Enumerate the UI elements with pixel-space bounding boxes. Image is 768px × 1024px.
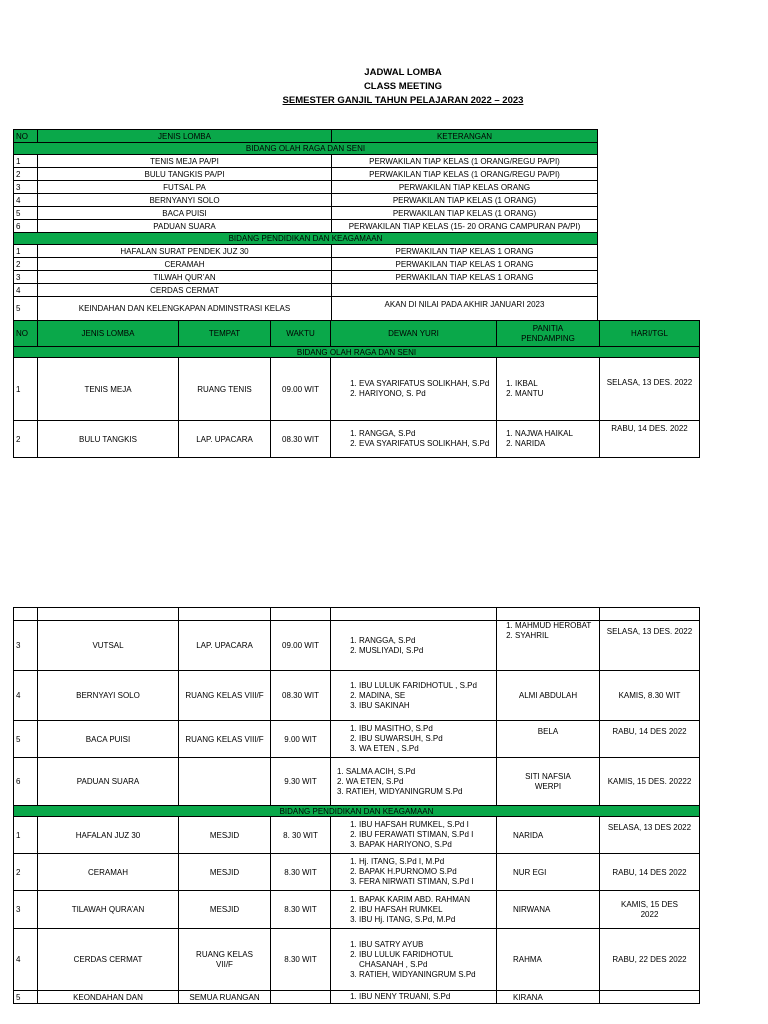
row-place: MESJID xyxy=(179,817,271,854)
table-row xyxy=(14,220,598,233)
table-row xyxy=(14,297,598,321)
row-place: LAP. UPACARA xyxy=(179,621,271,671)
row-panitia xyxy=(497,421,600,458)
row-date: RABU, 14 DES 2022 xyxy=(600,854,700,891)
row-no: 4 xyxy=(14,194,38,207)
row-place: RUANG KELAS VII/F xyxy=(179,929,271,991)
row-panitia: NUR EGI xyxy=(497,854,600,891)
row-date: KAMIS, 15 DES. 20222 xyxy=(600,758,700,806)
row-no: 5 xyxy=(14,297,38,321)
table-row xyxy=(14,929,700,991)
row-no: 1 xyxy=(14,155,38,168)
row-jury xyxy=(331,929,497,991)
title-line-1: JADWAL LOMBA xyxy=(364,67,442,78)
section-label: BIDANG OLAH RAGA DAN SENI xyxy=(14,347,700,358)
row-date: RABU, 14 DES. 2022 xyxy=(600,421,700,458)
row-no: 1 xyxy=(14,245,38,258)
title-line-3: SEMESTER GANJIL TAHUN PELAJARAN 2022 – 2023 xyxy=(282,95,524,106)
row-note: PERWAKILAN TIAP KELAS ORANG xyxy=(332,181,598,194)
row-date: SELASA, 13 DES 2022 xyxy=(600,817,700,854)
row-place: SEMUA RUANGAN xyxy=(179,991,271,1004)
row-time: 09.00 WIT xyxy=(271,621,331,671)
row-time: 8.30 WIT xyxy=(271,929,331,991)
row-no: 4 xyxy=(14,284,38,297)
jury-item: 1. IBU NENY TRUANI, S.Pd xyxy=(359,992,494,1002)
row-time: 08.30 WIT xyxy=(271,421,331,458)
row-date: RABU, 22 DES 2022 xyxy=(600,929,700,991)
header-tempat: TEMPAT xyxy=(179,321,271,347)
row-name: TENIS MEJA xyxy=(38,358,179,421)
row-panitia: NIRWANA xyxy=(497,891,600,929)
row-no: 5 xyxy=(14,207,38,220)
row-name: CERAMAH xyxy=(38,854,179,891)
row-no: 2 xyxy=(14,421,38,458)
jury-item: 2. WA ETEN, S.Pd xyxy=(337,776,404,786)
row-name: TILWAH QUR’AN xyxy=(38,271,332,284)
jury-item: 2. IBU LULUK FARIDHOTUL CHASANAH , S.Pd xyxy=(359,950,494,970)
row-time: 8.30 WIT xyxy=(271,854,331,891)
row-date: KAMIS, 15 DES 2022 xyxy=(600,891,700,929)
row-no: 2 xyxy=(14,168,38,181)
jury-item: 1. RANGGA, S.Pd xyxy=(359,429,494,439)
row-name: FUTSAL PA xyxy=(38,181,332,194)
jury-item: 2. IBU SUWARSUH, S.Pd xyxy=(359,734,494,744)
row-name: CERAMAH xyxy=(38,258,332,271)
header-no: NO xyxy=(14,130,38,143)
header-panitia: PANITIA PENDAMPING xyxy=(497,321,600,347)
row-panitia: ALMI ABDULAH xyxy=(497,671,600,721)
jury-item: 1. RANGGA, S.Pd xyxy=(359,636,494,646)
table-row xyxy=(14,207,598,220)
jury-item: 2. HARIYONO, S. Pd xyxy=(359,389,494,399)
row-panitia: KIRANA xyxy=(497,991,600,1004)
row-date: RABU, 14 DES 2022 xyxy=(600,721,700,758)
row-place: RUANG TENIS xyxy=(179,358,271,421)
row-no: 6 xyxy=(14,220,38,233)
row-name: BERNYANYI SOLO xyxy=(38,194,332,207)
schedule-table-part1 xyxy=(13,320,700,458)
header-hari-tgl: HARI/TGL xyxy=(600,321,700,347)
row-name: TILAWAH QURA’AN xyxy=(38,891,179,929)
jury-item: 1. BAPAK KARIM ABD. RAHMAN xyxy=(359,895,494,905)
row-jury xyxy=(331,671,497,721)
row-place: MESJID xyxy=(179,891,271,929)
row-no: 3 xyxy=(14,621,38,671)
table-row xyxy=(14,245,598,258)
panitia-item: 1. NAJWA HAIKAL xyxy=(515,429,597,439)
row-name: TENIS MEJA PA/PI xyxy=(38,155,332,168)
panitia-item: 1. IKBAL xyxy=(515,379,597,389)
jury-item: 1. IBU SATRY AYUB xyxy=(359,940,494,950)
table-row xyxy=(14,258,598,271)
jury-item: 2. EVA SYARIFATUS SOLIKHAH, S.Pd xyxy=(359,439,494,449)
jury-item: 2. IBU FERAWATI STIMAN, S.Pd I xyxy=(359,830,494,840)
jury-item: 2. MADINA, SE xyxy=(359,691,494,701)
header-waktu: WAKTU xyxy=(271,321,331,347)
header-jenis-lomba: JENIS LOMBA xyxy=(38,321,179,347)
row-name: VUTSAL xyxy=(38,621,179,671)
row-note: PERWAKILAN TIAP KELAS 1 ORANG xyxy=(332,271,598,284)
jury-item: 1. IBU MASITHO, S.Pd xyxy=(359,724,494,734)
table-row xyxy=(14,271,598,284)
row-panitia: RAHMA xyxy=(497,929,600,991)
row-no: 5 xyxy=(14,721,38,758)
table-row xyxy=(14,181,598,194)
schedule-header-row xyxy=(14,321,700,347)
row-note: PERWAKILAN TIAP KELAS 1 ORANG xyxy=(332,245,598,258)
row-place: RUANG KELAS VIII/F xyxy=(179,671,271,721)
row-name: HAFALAN JUZ 30 xyxy=(38,817,179,854)
row-no: 1 xyxy=(14,817,38,854)
row-no: 2 xyxy=(14,258,38,271)
row-date: SELASA, 13 DES. 2022 xyxy=(600,621,700,671)
table-row xyxy=(14,991,700,1004)
panitia-item: 2. SYAHRIL xyxy=(515,631,597,641)
row-jury xyxy=(331,721,497,758)
row-jury xyxy=(331,758,497,806)
row-name: BULU TANGKIS xyxy=(38,421,179,458)
section-label: BIDANG PENDIDIKAN DAN KEAGAMAAN xyxy=(14,233,598,245)
row-note: PERWAKILAN TIAP KELAS (15- 20 ORANG CAMPURAN PA/PI) xyxy=(332,220,598,233)
row-name: PADUAN SUARA xyxy=(38,220,332,233)
row-time xyxy=(271,991,331,1004)
row-panitia: BELA xyxy=(497,721,600,758)
header-keterangan: KETERANGAN xyxy=(332,130,598,143)
row-name: CERDAS CERMAT xyxy=(38,929,179,991)
row-name: BACA PUISI xyxy=(38,207,332,220)
row-jury xyxy=(331,421,497,458)
row-name: BERNYAYI SOLO xyxy=(38,671,179,721)
row-name: KEINDAHAN DAN KELENGKAPAN ADMINSTRASI KELAS xyxy=(38,297,332,321)
row-date xyxy=(600,991,700,1004)
row-panitia: SITI NAFSIA WERPI xyxy=(497,758,600,806)
blank-row xyxy=(14,608,700,621)
header-jenis-lomba: JENIS LOMBA xyxy=(38,130,332,143)
row-no: 3 xyxy=(14,891,38,929)
schedule-table-part2 xyxy=(13,607,700,1004)
row-name: CERDAS CERMAT xyxy=(38,284,332,297)
row-note: PERWAKILAN TIAP KELAS (1 ORANG) xyxy=(332,194,598,207)
row-time: 9.30 WIT xyxy=(271,758,331,806)
jury-item: 1. EVA SYARIFATUS SOLIKHAH, S.Pd xyxy=(359,379,494,389)
table-row xyxy=(14,854,700,891)
table-row xyxy=(14,721,700,758)
row-time: 8.30 WIT xyxy=(271,891,331,929)
row-name: BACA PUISI xyxy=(38,721,179,758)
row-no: 3 xyxy=(14,271,38,284)
row-name: BULU TANGKIS PA/PI xyxy=(38,168,332,181)
row-place: MESJID xyxy=(179,854,271,891)
jury-item: 3. BAPAK HARIYONO, S.Pd xyxy=(359,840,494,850)
row-no: 3 xyxy=(14,181,38,194)
jury-item: 2. MUSLIYADI, S.Pd xyxy=(359,646,494,656)
summary-table xyxy=(13,129,598,321)
jury-item: 3. RATIEH, WIDYANINGRUM S.Pd xyxy=(359,970,494,980)
jury-item: 3. IBU Hj. ITANG, S.Pd, M.Pd xyxy=(359,915,494,925)
table-row xyxy=(14,358,700,421)
row-jury xyxy=(331,817,497,854)
table-row xyxy=(14,817,700,854)
section-label: BIDANG PENDIDIKAN DAN KEAGAMAAN xyxy=(14,806,700,817)
panitia-item: 1. MAHMUD HEROBAT xyxy=(515,621,597,631)
summary-header-row xyxy=(14,130,598,143)
header-no: NO xyxy=(14,321,38,347)
table-row xyxy=(14,194,598,207)
jury-item: 1. SALMA ACIH, S.Pd xyxy=(337,766,416,776)
panitia-item: 2. MANTU xyxy=(515,389,597,399)
row-jury xyxy=(331,358,497,421)
row-name: PADUAN SUARA xyxy=(38,758,179,806)
row-note: AKAN DI NILAI PADA AKHIR JANUARI 2023 xyxy=(332,297,598,321)
panitia-item: 2. NARIDA xyxy=(515,439,597,449)
row-name: HAFALAN SURAT PENDEK JUZ 30 xyxy=(38,245,332,258)
row-place: RUANG KELAS VIII/F xyxy=(179,721,271,758)
title-line-2: CLASS MEETING xyxy=(363,81,443,92)
jury-item: 2. BAPAK H.PURNOMO S.Pd xyxy=(359,867,494,877)
table-row xyxy=(14,155,598,168)
row-note: PERWAKILAN TIAP KELAS 1 ORANG xyxy=(332,258,598,271)
table-row xyxy=(14,621,700,671)
jury-item: 3. WA ETEN , S.Pd xyxy=(359,744,494,754)
row-note: PERWAKILAN TIAP KELAS (1 ORANG) xyxy=(332,207,598,220)
table-row xyxy=(14,758,700,806)
row-panitia xyxy=(497,621,600,671)
row-jury xyxy=(331,854,497,891)
row-name: KEONDAHAN DAN xyxy=(38,991,179,1004)
header-dewan-yuri: DEWAN YURI xyxy=(331,321,497,347)
jury-item: 1. Hj. ITANG, S.Pd I, M.Pd xyxy=(359,857,494,867)
row-jury xyxy=(331,891,497,929)
row-note xyxy=(332,284,598,297)
jury-item: 3. IBU SAKINAH xyxy=(359,701,494,711)
table-row xyxy=(14,421,700,458)
row-no: 4 xyxy=(14,671,38,721)
row-no: 5 xyxy=(14,991,38,1004)
section-label: BIDANG OLAH RAGA DAN SENI xyxy=(14,143,598,155)
row-time: 08.30 WIT xyxy=(271,671,331,721)
row-place xyxy=(179,758,271,806)
row-time: 09.00 WIT xyxy=(271,358,331,421)
row-no: 1 xyxy=(14,358,38,421)
row-jury xyxy=(331,991,497,1004)
table-row xyxy=(14,671,700,721)
row-panitia xyxy=(497,358,600,421)
jury-item: 1. IBU LULUK FARIDHOTUL , S.Pd xyxy=(359,681,494,691)
row-no: 6 xyxy=(14,758,38,806)
jury-item: 1. IBU HAFSAH RUMKEL, S.Pd I xyxy=(359,820,494,830)
table-row xyxy=(14,168,598,181)
table-row xyxy=(14,284,598,297)
row-note: PERWAKILAN TIAP KELAS (1 ORANG/REGU PA/PI) xyxy=(332,168,598,181)
row-date: SELASA, 13 DES. 2022 xyxy=(600,358,700,421)
row-place: LAP. UPACARA xyxy=(179,421,271,458)
jury-item: 3. FERA NIRWATI STIMAN, S.Pd I xyxy=(359,877,494,887)
row-note: PERWAKILAN TIAP KELAS (1 ORANG/REGU PA/PI) xyxy=(332,155,598,168)
jury-item: 3. RATIEH, WIDYANINGRUM S.Pd xyxy=(337,786,463,796)
row-no: 2 xyxy=(14,854,38,891)
jury-item: 2. IBU HAFSAH RUMKEL xyxy=(359,905,494,915)
row-no: 4 xyxy=(14,929,38,991)
row-jury xyxy=(331,621,497,671)
row-time: 8. 30 WIT xyxy=(271,817,331,854)
row-panitia: NARIDA xyxy=(497,817,600,854)
row-time: 9.00 WIT xyxy=(271,721,331,758)
row-date: KAMIS, 8.30 WIT xyxy=(600,671,700,721)
table-row xyxy=(14,891,700,929)
